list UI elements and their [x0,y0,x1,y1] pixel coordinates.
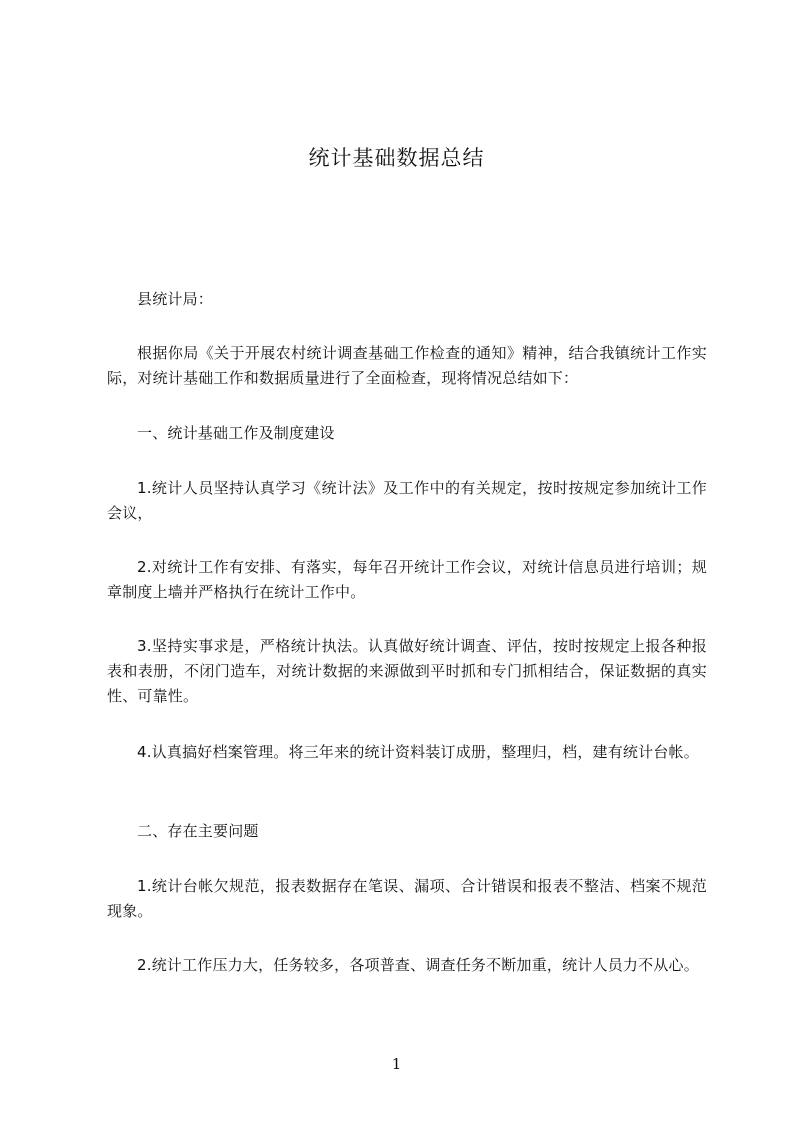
section-1-item-2: 2.对统计工作有安排、有落实，每年召开统计工作会议，对统计信息员进行培训；规章制度上墙并严格执行在统计工作中。 [107,558,707,601]
section-2-item-2: 2.统计工作压力大，任务较多，各项普查、调查任务不断加重，统计人员力不从心。 [137,956,699,974]
page-number: 1 [391,1055,402,1073]
section-2-heading: 二、存在主要问题 [137,822,259,840]
salutation: 县统计局： [137,290,214,308]
section-1-item-4: 4.认真搞好档案管理。将三年来的统计资料装订成册，整理归，档，建有统计台帐。 [137,743,699,761]
section-1-heading: 一、统计基础工作及制度建设 [137,424,335,442]
section-1-item-3: 3.坚持实事求是，严格统计执法。认真做好统计调查、评估，按时按规定上报各种报表和表册，不闭门造车，对统计数据的来源做到平时抓和专门抓相结合，保证数据的真实性、可靠性。 [107,637,707,705]
intro-paragraph: 根据你局《关于开展农村统计调查基础工作检查的通知》精神，结合我镇统计工作实际，对统计基础工作和数据质量进行了全面检查，现将情况总结如下： [107,344,707,387]
section-2-item-1: 1.统计台帐欠规范，报表数据存在笔误、漏项、合计错误和报表不整洁、档案不规范现象。 [107,877,707,920]
section-1-item-1: 1.统计人员坚持认真学习《统计法》及工作中的有关规定，按时按规定参加统计工作会议， [107,479,707,522]
document-title: 统计基础数据总结 [308,146,485,170]
